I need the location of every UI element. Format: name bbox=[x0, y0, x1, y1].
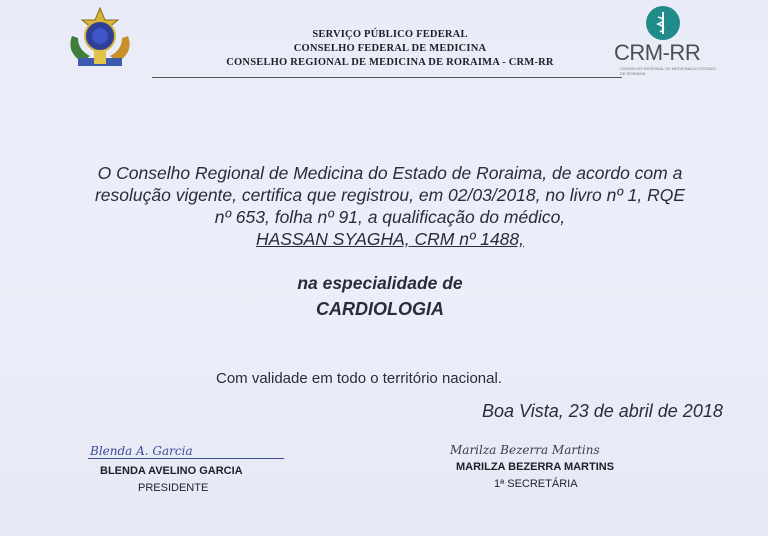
secretary-name: MARILZA BEZERRA MARTINS bbox=[456, 461, 615, 473]
signature-stroke bbox=[88, 458, 284, 459]
place-and-date: Boa Vista, 23 de abril de 2018 bbox=[482, 401, 723, 421]
president-role: PRESIDENTE bbox=[138, 482, 209, 494]
validity-statement: Com validade em todo o território nacional. bbox=[216, 370, 502, 387]
specialty-name: CARDIOLOGIA bbox=[316, 299, 444, 319]
specialty-intro: na especialidade de bbox=[297, 273, 463, 293]
header-divider bbox=[152, 77, 622, 78]
signature-secretary-icon: Marilza Bezerra Martins bbox=[450, 443, 600, 457]
header-line-service: SERVIÇO PÚBLICO FEDERAL bbox=[312, 29, 468, 40]
certificate-text-line1: O Conselho Regional de Medicina do Estado de Roraima, de acordo com a bbox=[97, 163, 683, 183]
coat-of-arms-icon bbox=[64, 6, 136, 72]
secretary-role: 1ª SECRETÁRIA bbox=[494, 478, 578, 490]
crm-rr-logo-text: CRM-RR bbox=[614, 40, 701, 65]
certificate-text-line3: nº 653, folha nº 91, a qualificação do médico, bbox=[214, 207, 566, 227]
header-line-federal-council: CONSELHO FEDERAL DE MEDICINA bbox=[293, 43, 487, 54]
signature-president-icon: Blenda A. Garcia bbox=[90, 444, 193, 458]
doctor-name: HASSAN SYAGHA, CRM nº 1488, bbox=[255, 229, 525, 249]
certificate-text-line2: resolução vigente, certifica que registrou, em 02/03/2018, no livro nº 1, RQE bbox=[94, 185, 686, 205]
caduceus-logo-icon bbox=[646, 6, 680, 40]
crm-rr-logo-subtext: CONSELHO REGIONAL DE MEDICINA DO ESTADO DE RORAIMA bbox=[620, 66, 716, 76]
president-name: BLENDA AVELINO GARCIA bbox=[100, 465, 243, 477]
header-line-regional-council: CONSELHO REGIONAL DE MEDICINA DE RORAIMA - CRM-RR bbox=[226, 57, 554, 68]
